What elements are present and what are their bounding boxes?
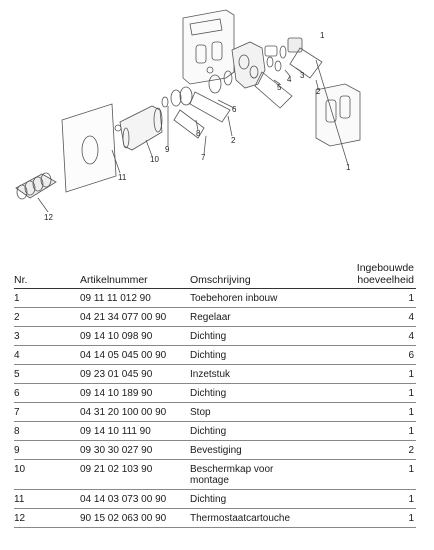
table-header-row bbox=[14, 262, 416, 289]
table-body bbox=[14, 289, 416, 528]
table-row bbox=[14, 308, 416, 327]
cartridge-drawing bbox=[16, 173, 56, 199]
cell-hoeveelheid: 1 bbox=[340, 289, 416, 308]
table-row bbox=[14, 509, 416, 528]
callout-6: 6 bbox=[232, 105, 237, 114]
cell-artikelnummer: 09 23 01 045 90 bbox=[80, 365, 190, 384]
omschrijving-line: Bevestiging bbox=[190, 445, 242, 456]
omschrijving-line: Inzetstuk bbox=[190, 369, 231, 380]
cell-nr: 4 bbox=[14, 346, 80, 365]
cell-omschrijving bbox=[190, 509, 340, 528]
cell-hoeveelheid: 4 bbox=[340, 327, 416, 346]
cell-artikelnummer: 04 14 03 073 00 90 bbox=[80, 490, 190, 509]
callout-9: 9 bbox=[165, 145, 170, 154]
callout-12: 12 bbox=[44, 213, 53, 222]
callout-3: 3 bbox=[300, 71, 305, 80]
cell-omschrijving bbox=[190, 460, 340, 490]
cell-omschrijving bbox=[190, 490, 340, 509]
table-row bbox=[14, 422, 416, 441]
cell-hoeveelheid: 1 bbox=[340, 365, 416, 384]
callout-7: 7 bbox=[201, 153, 206, 162]
cell-omschrijving bbox=[190, 289, 340, 308]
table-row bbox=[14, 327, 416, 346]
table-row bbox=[14, 289, 416, 308]
cell-hoeveelheid: 1 bbox=[340, 490, 416, 509]
cell-hoeveelheid: 1 bbox=[340, 403, 416, 422]
table-row bbox=[14, 403, 416, 422]
omschrijving-line: Dichting bbox=[190, 388, 227, 399]
omschrijving-line-2: montage bbox=[190, 475, 229, 486]
cell-artikelnummer: 09 30 30 027 90 bbox=[80, 441, 190, 460]
cell-hoeveelheid: 1 bbox=[340, 422, 416, 441]
exploded-parts-diagram bbox=[0, 0, 434, 240]
callout-5: 5 bbox=[277, 83, 282, 92]
table-row bbox=[14, 441, 416, 460]
cell-artikelnummer: 09 14 10 098 90 bbox=[80, 327, 190, 346]
cell-artikelnummer: 09 11 11 012 90 bbox=[80, 289, 190, 308]
table-row bbox=[14, 490, 416, 509]
cell-nr: 1 bbox=[14, 289, 80, 308]
table-row bbox=[14, 460, 416, 490]
cell-omschrijving bbox=[190, 441, 340, 460]
cell-artikelnummer: 90 15 02 063 00 90 bbox=[80, 509, 190, 528]
protective-cap-drawing bbox=[115, 106, 162, 150]
cell-artikelnummer: 09 21 02 103 90 bbox=[80, 460, 190, 490]
cell-hoeveelheid: 1 bbox=[340, 509, 416, 528]
cell-nr: 5 bbox=[14, 365, 80, 384]
cell-artikelnummer: 04 21 34 077 00 90 bbox=[80, 308, 190, 327]
parts-table bbox=[14, 262, 416, 528]
cell-nr: 7 bbox=[14, 403, 80, 422]
callout-1b: 1 bbox=[346, 163, 351, 172]
cell-artikelnummer: 09 14 10 111 90 bbox=[80, 422, 190, 441]
cell-hoeveelheid: 2 bbox=[340, 441, 416, 460]
cell-omschrijving bbox=[190, 403, 340, 422]
callout-2: 2 bbox=[316, 87, 321, 96]
cell-hoeveelheid: 1 bbox=[340, 384, 416, 403]
callout-11: 11 bbox=[118, 173, 127, 182]
cell-omschrijving bbox=[190, 365, 340, 384]
omschrijving-line: Toebehoren inbouw bbox=[190, 293, 278, 304]
cell-nr: 9 bbox=[14, 441, 80, 460]
cell-hoeveelheid: 1 bbox=[340, 460, 416, 490]
cell-nr: 3 bbox=[14, 327, 80, 346]
cell-omschrijving bbox=[190, 422, 340, 441]
table-row bbox=[14, 365, 416, 384]
table-row bbox=[14, 346, 416, 365]
callout-1: 1 bbox=[320, 31, 325, 40]
header-nr: Nr. bbox=[14, 262, 80, 289]
cell-nr: 12 bbox=[14, 509, 80, 528]
cell-hoeveelheid: 4 bbox=[340, 308, 416, 327]
table-row bbox=[14, 384, 416, 403]
header-quantity-line2: hoeveelheid bbox=[357, 274, 414, 286]
omschrijving-line: Dichting bbox=[190, 494, 227, 505]
housing-part-drawing bbox=[183, 10, 360, 146]
cell-omschrijving bbox=[190, 308, 340, 327]
cell-nr: 8 bbox=[14, 422, 80, 441]
header-quantity-line1: Ingebouwde bbox=[356, 262, 414, 274]
wall-plate-drawing bbox=[62, 104, 116, 192]
cell-hoeveelheid: 6 bbox=[340, 346, 416, 365]
cell-artikelnummer: 04 31 20 100 00 90 bbox=[80, 403, 190, 422]
cell-artikelnummer: 09 14 10 189 90 bbox=[80, 384, 190, 403]
omschrijving-line: Dichting bbox=[190, 350, 227, 361]
header-artikelnummer: Artikelnummer bbox=[80, 262, 190, 289]
cell-nr: 2 bbox=[14, 308, 80, 327]
cell-nr: 11 bbox=[14, 490, 80, 509]
callout-2b: 2 bbox=[231, 136, 236, 145]
header-omschrijving: Omschrijving bbox=[190, 262, 340, 289]
omschrijving-line: Dichting bbox=[190, 426, 227, 437]
omschrijving-line: Stop bbox=[190, 407, 211, 418]
cell-nr: 10 bbox=[14, 460, 80, 490]
cell-omschrijving bbox=[190, 327, 340, 346]
callout-10: 10 bbox=[150, 155, 159, 164]
header-quantity bbox=[340, 262, 416, 289]
callout-4: 4 bbox=[287, 75, 292, 84]
omschrijving-line: Dichting bbox=[190, 331, 227, 342]
omschrijving-line: Beschermkap voor bbox=[190, 464, 274, 475]
cell-nr: 6 bbox=[14, 384, 80, 403]
cell-artikelnummer: 04 14 05 045 00 90 bbox=[80, 346, 190, 365]
cell-omschrijving bbox=[190, 346, 340, 365]
omschrijving-line: Regelaar bbox=[190, 312, 231, 323]
omschrijving-line: Thermostaatcartouche bbox=[190, 513, 291, 524]
callout-8: 8 bbox=[196, 129, 201, 138]
cell-omschrijving bbox=[190, 384, 340, 403]
